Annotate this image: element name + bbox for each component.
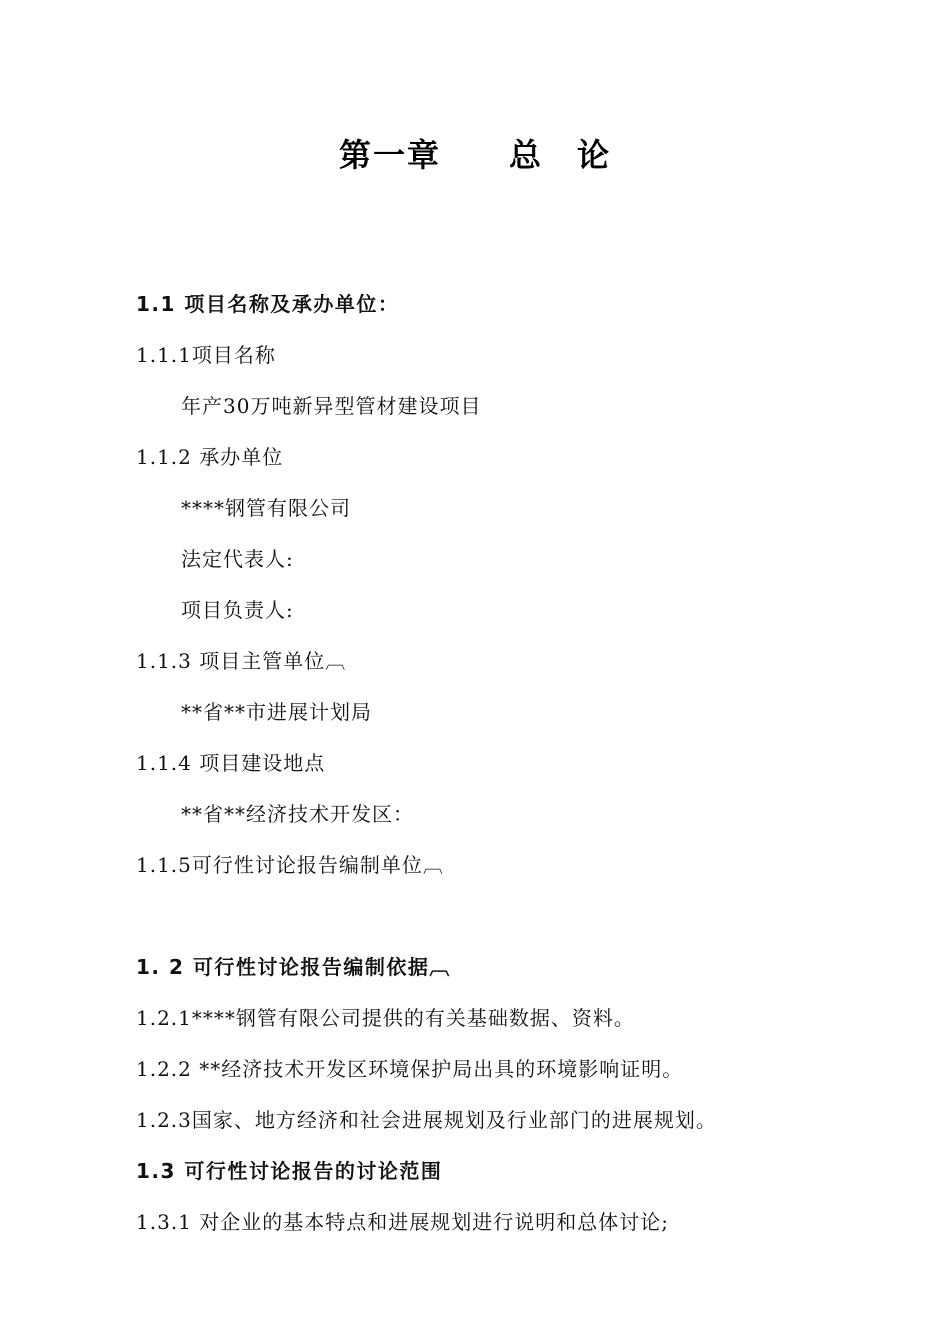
section-heading-1-3: 1.3 可行性讨论报告的讨论范围 xyxy=(136,1159,443,1183)
company-name: ****钢管有限公司 xyxy=(181,496,351,520)
basis-item: 1.2.1****钢管有限公司提供的有关基础数据、资料。 xyxy=(136,1006,635,1030)
item-label-1-1-3: 1.1.3 项目主管单位︹ xyxy=(136,649,347,673)
basis-item: 1.2.2 **经济技术开发区环境保护局出具的环境影响证明。 xyxy=(136,1057,684,1081)
chapter-title: 第一章 总 论 xyxy=(338,136,611,174)
project-name-value: 年产30万吨新异型管材建设项目 xyxy=(181,394,482,418)
item-label-1-1-5: 1.1.5可行性讨论报告编制单位︹ xyxy=(136,853,444,877)
basis-item: 1.2.3国家、地方经济和社会进展规划及行业部门的进展规划。 xyxy=(136,1108,717,1132)
section-heading-1-2: 1. 2 可行性讨论报告编制依据︹ xyxy=(136,955,451,979)
item-label-1-1-4: 1.1.4 项目建设地点 xyxy=(136,751,326,775)
scope-item: 1.3.1 对企业的基本特点和进展规划进行说明和总体讨论; xyxy=(136,1210,669,1234)
supervising-unit: **省**市进展计划局 xyxy=(181,700,372,724)
legal-representative: 法定代表人: xyxy=(181,547,294,571)
item-label-1-1-2: 1.1.2 承办单位 xyxy=(136,445,284,469)
section-heading-1-1: 1.1 项目名称及承办单位： xyxy=(136,292,400,316)
item-label-1-1-1: 1.1.1项目名称 xyxy=(136,343,276,367)
construction-site: **省**经济技术开发区： xyxy=(181,802,414,826)
project-lead: 项目负责人: xyxy=(181,598,294,622)
